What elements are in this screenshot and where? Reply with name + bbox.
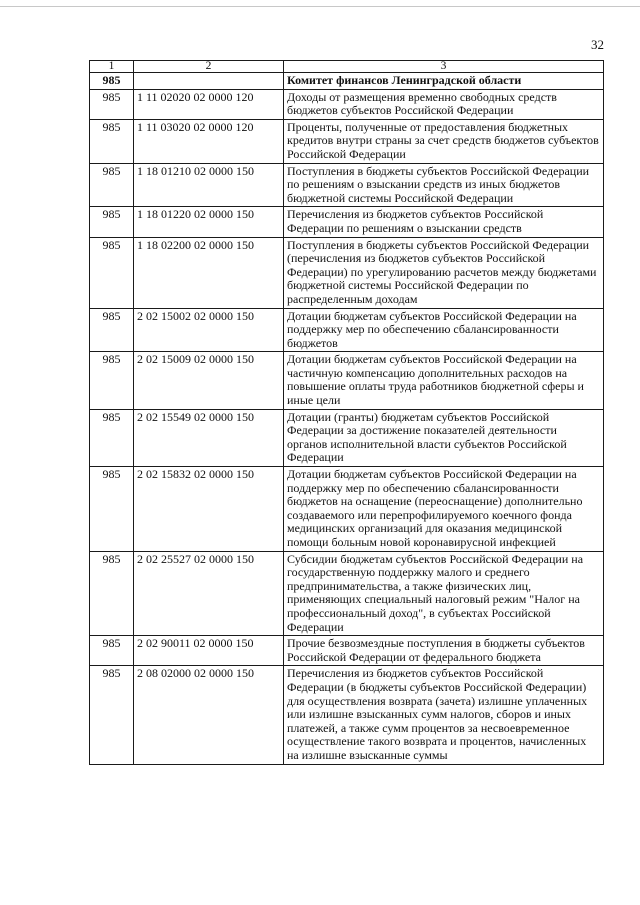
revenue-name-cell: Перечисления из бюджетов субъектов Российской Федерации (в бюджеты субъектов Российской Федерации) для осуществления возврата (зачета) излишне уплаченных или излишне взысканных сумм налогов, сборов и иных платежей, а также сумм процентов за несвоевременное осуществление такого возврата и процентов, начисленных на излишне взысканные суммы [284,666,604,764]
admin-code-cell: 985 [90,89,134,119]
page-number: 32 [591,37,604,52]
admin-code-cell: 985 [90,119,134,163]
top-divider [0,6,640,7]
revenue-name-cell: Поступления в бюджеты субъектов Российской Федерации по решениям о взыскании средств из иных бюджетов бюджетной системы Российской Федерации [284,163,604,207]
admin-code-cell: 985 [90,352,134,409]
budget-code-cell: 1 18 01220 02 0000 150 [134,207,284,237]
table-row [90,666,604,764]
table-row [90,409,604,466]
admin-code-cell: 985 [90,308,134,352]
budget-code-cell: 2 08 02000 02 0000 150 [134,666,284,764]
budget-code-cell: 2 02 15832 02 0000 150 [134,467,284,552]
revenue-name-cell: Дотации (гранты) бюджетам субъектов Российской Федерации за достижение показателей деятельности органов исполнительной власти субъектов Российской Федерации [284,409,604,466]
admin-code-cell: 985 [90,163,134,207]
table-header-row [90,61,604,73]
budget-code-cell: 1 18 01210 02 0000 150 [134,163,284,207]
table-row [90,636,604,666]
revenue-name-cell: Дотации бюджетам субъектов Российской Федерации на поддержку мер по обеспечению сбалансированности бюджетов [284,308,604,352]
revenue-name-cell: Доходы от размещения временно свободных средств бюджетов субъектов Российской Федерации [284,89,604,119]
admin-code-cell: 985 [90,409,134,466]
budget-code-cell: 1 11 03020 02 0000 120 [134,119,284,163]
budget-code-cell: 2 02 15549 02 0000 150 [134,409,284,466]
table-row [90,308,604,352]
group-row [90,73,604,90]
budget-code-cell: 2 02 25527 02 0000 150 [134,551,284,636]
revenue-name-cell: Поступления в бюджеты субъектов Российской Федерации (перечисления из бюджетов субъектов Российской Федерации) по урегулированию расчетов между бюджетами бюджетной системы Российской Федерации по распределенным доходам [284,237,604,308]
admin-code-cell: 985 [90,551,134,636]
budget-code-cell: 1 18 02200 02 0000 150 [134,237,284,308]
budget-code-cell: 1 11 02020 02 0000 120 [134,89,284,119]
admin-code-cell: 985 [90,237,134,308]
table-row [90,89,604,119]
table-row [90,467,604,552]
revenue-name-cell: Проценты, полученные от предоставления бюджетных кредитов внутри страны за счет средств бюджетов субъектов Российской Федерации [284,119,604,163]
table-row [90,237,604,308]
budget-code-cell: 2 02 90011 02 0000 150 [134,636,284,666]
admin-code-cell: 985 [90,207,134,237]
revenue-name-cell: Перечисления из бюджетов субъектов Российской Федерации по решениям о взыскании средств [284,207,604,237]
table-row [90,207,604,237]
column-header-2: 2 [134,61,284,73]
column-header-1: 1 [90,61,134,73]
budget-code-cell: 2 02 15009 02 0000 150 [134,352,284,409]
revenue-name-cell: Дотации бюджетам субъектов Российской Федерации на частичную компенсацию дополнительных расходов на повышение оплаты труда работников бюджетной сферы и иные цели [284,352,604,409]
group-budget-code [134,73,284,90]
admin-code-cell: 985 [90,636,134,666]
admin-code-cell: 985 [90,666,134,764]
revenue-name-cell: Субсидии бюджетам субъектов Российской Федерации на государственную поддержку малого и среднего предпринимательства, а также физических лиц, применяющих специальный налоговый режим "Налог на профессиональный доход", в субъектах Российской Федерации [284,551,604,636]
table-row [90,119,604,163]
table-row [90,352,604,409]
group-admin-code: 985 [90,73,134,90]
column-header-3: 3 [284,61,604,73]
budget-code-cell: 2 02 15002 02 0000 150 [134,308,284,352]
revenue-name-cell: Дотации бюджетам субъектов Российской Федерации на поддержку мер по обеспечению сбалансированности бюджетов на оснащение (переоснащение) дополнительно создаваемого или перепрофилируемого коечного фонда медицинских организаций для оказания медицинской помощи больным новой коронавирусной инфекцией [284,467,604,552]
revenue-codes-table [89,60,604,765]
group-title: Комитет финансов Ленинградской области [284,73,604,90]
admin-code-cell: 985 [90,467,134,552]
revenue-name-cell: Прочие безвозмездные поступления в бюджеты субъектов Российской Федерации от федерального бюджета [284,636,604,666]
table-row [90,163,604,207]
table-row [90,551,604,636]
